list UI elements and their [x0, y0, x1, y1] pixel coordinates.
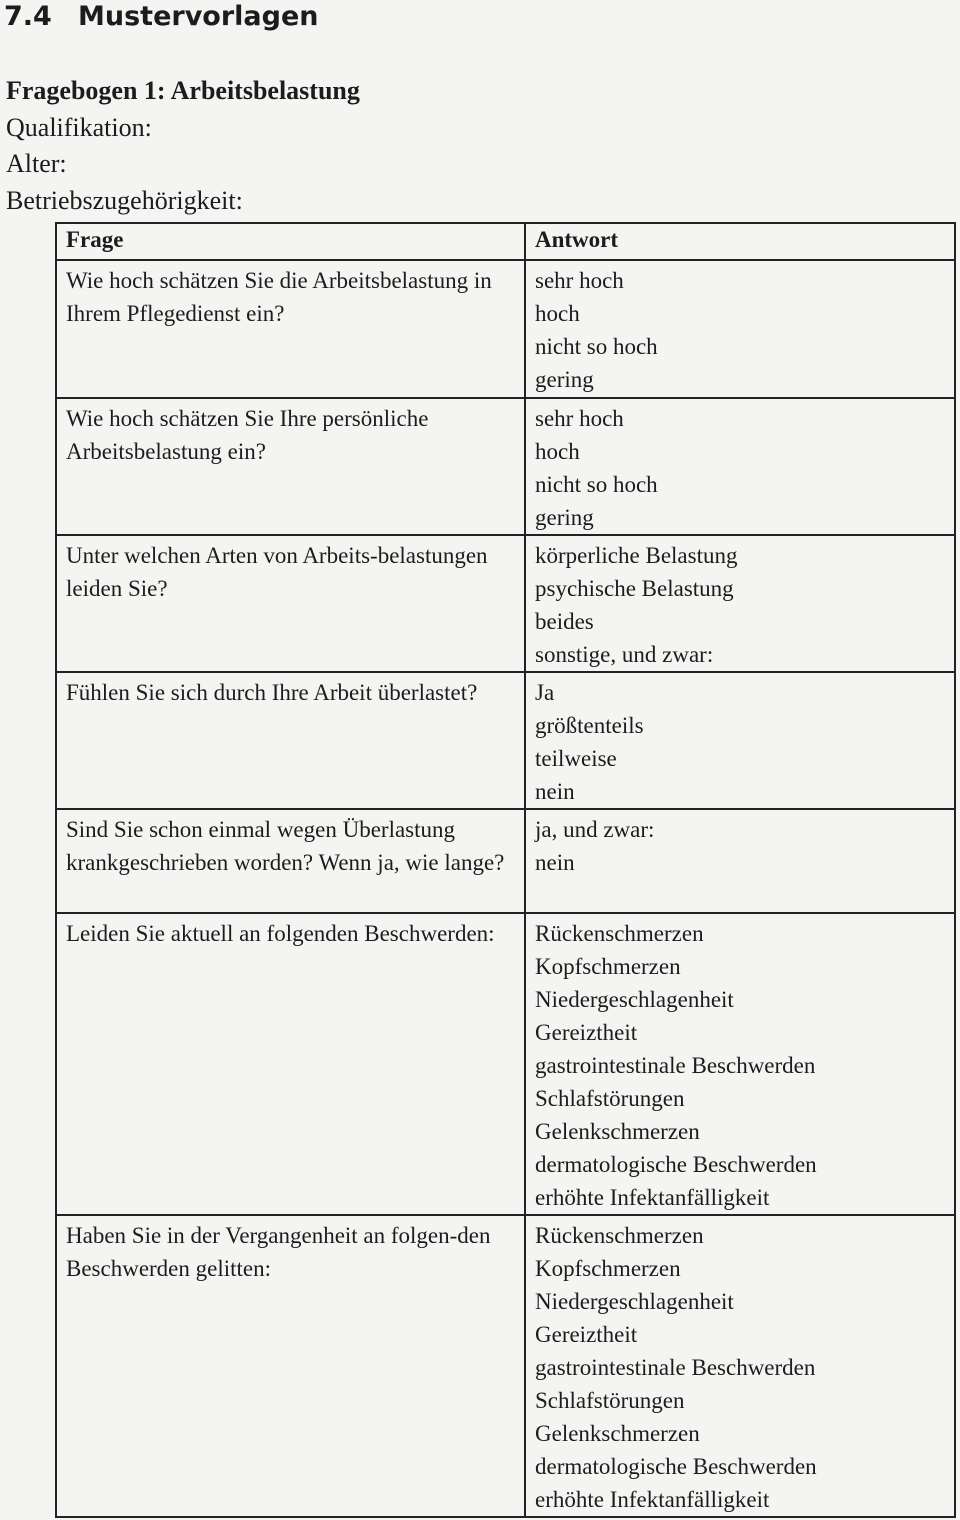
questionnaire-table	[55, 222, 956, 1518]
answer-option: gering	[535, 367, 594, 392]
table-header-row	[56, 223, 955, 260]
header-question: Frage	[56, 223, 525, 260]
question-cell	[56, 535, 525, 672]
answer-option: beides	[535, 609, 594, 634]
answer-option: körperliche Belastung	[535, 543, 738, 568]
answer-option: Schlafstörungen	[535, 1086, 685, 1111]
answer-option: Niedergeschlagenheit	[535, 987, 734, 1012]
answer-option: nein	[535, 850, 575, 875]
table-row	[56, 1215, 955, 1517]
answer-option: psychische Belastung	[535, 576, 734, 601]
answer-option: gering	[535, 505, 594, 530]
answer-option: erhöhte Infektanfälligkeit	[535, 1185, 770, 1210]
header-answer: Antwort	[525, 223, 955, 260]
answer-option: gastrointestinale Beschwerden	[535, 1053, 816, 1078]
answer-option: Gereiztheit	[535, 1020, 638, 1045]
answer-option: Ja	[535, 680, 555, 705]
answer-option: sonstige, und zwar:	[535, 642, 714, 667]
question-text: Sind Sie schon einmal wegen Überlastung krankgeschrieben worden? Wenn ja, wie lange?	[66, 817, 505, 875]
section-number: 7.4	[4, 1, 52, 32]
answer-option: nicht so hoch	[535, 334, 658, 359]
answer-option: Gereiztheit	[535, 1322, 638, 1347]
question-text: Wie hoch schätzen Sie die Arbeitsbelastung in Ihrem Pflegedienst ein?	[66, 268, 492, 326]
answer-option: dermatologische Beschwerden	[535, 1454, 817, 1479]
question-text: Unter welchen Arten von Arbeits-belastungen leiden Sie?	[66, 543, 488, 601]
question-cell	[56, 260, 525, 398]
section-heading	[4, 0, 319, 34]
answer-option: Rückenschmerzen	[535, 1223, 704, 1248]
answer-option: sehr hoch	[535, 406, 624, 431]
table-row	[56, 535, 955, 672]
answer-option: ja, und zwar:	[535, 817, 655, 842]
answer-option: Schlafstörungen	[535, 1388, 685, 1413]
answer-option: größtenteils	[535, 713, 644, 738]
answer-option: gastrointestinale Beschwerden	[535, 1355, 816, 1380]
answer-option: hoch	[535, 301, 580, 326]
answer-option: Kopfschmerzen	[535, 1256, 681, 1281]
answer-cell	[525, 809, 955, 913]
answer-cell	[525, 913, 955, 1215]
question-text: Fühlen Sie sich durch Ihre Arbeit überlastet?	[66, 680, 478, 705]
answer-option: nein	[535, 779, 575, 804]
table-row	[56, 913, 955, 1215]
answer-option: Niedergeschlagenheit	[535, 1289, 734, 1314]
answer-option: sehr hoch	[535, 268, 624, 293]
table-row	[56, 809, 955, 913]
answer-cell	[525, 260, 955, 398]
answer-cell	[525, 398, 955, 535]
field-alter: Alter:	[6, 149, 67, 178]
answer-option: teilweise	[535, 746, 617, 771]
answer-option: nicht so hoch	[535, 472, 658, 497]
answer-option: Gelenkschmerzen	[535, 1421, 700, 1446]
table-row	[56, 398, 955, 535]
answer-cell	[525, 672, 955, 809]
question-cell	[56, 672, 525, 809]
field-qualifikation: Qualifikation:	[6, 113, 152, 142]
question-text: Leiden Sie aktuell an folgenden Beschwerden:	[66, 921, 495, 946]
question-cell	[56, 809, 525, 913]
answer-option: erhöhte Infektanfälligkeit	[535, 1487, 770, 1512]
questionnaire-title: Fragebogen 1: Arbeitsbelastung	[6, 76, 360, 105]
field-betriebszugehoerigkeit: Betriebszugehörigkeit:	[6, 186, 243, 215]
answer-cell	[525, 535, 955, 672]
table-row	[56, 672, 955, 809]
question-text: Wie hoch schätzen Sie Ihre persönliche Arbeitsbelastung ein?	[66, 406, 429, 464]
answer-option: dermatologische Beschwerden	[535, 1152, 817, 1177]
question-cell	[56, 1215, 525, 1517]
section-title: Mustervorlagen	[78, 1, 319, 32]
answer-option: Rückenschmerzen	[535, 921, 704, 946]
answer-option: Kopfschmerzen	[535, 954, 681, 979]
question-cell	[56, 398, 525, 535]
question-cell	[56, 913, 525, 1215]
table-row	[56, 260, 955, 398]
answer-option: Gelenkschmerzen	[535, 1119, 700, 1144]
table-body	[56, 260, 955, 1517]
answer-option: hoch	[535, 439, 580, 464]
question-text: Haben Sie in der Vergangenheit an folgen-den Beschwerden gelitten:	[66, 1223, 491, 1281]
answer-cell	[525, 1215, 955, 1517]
